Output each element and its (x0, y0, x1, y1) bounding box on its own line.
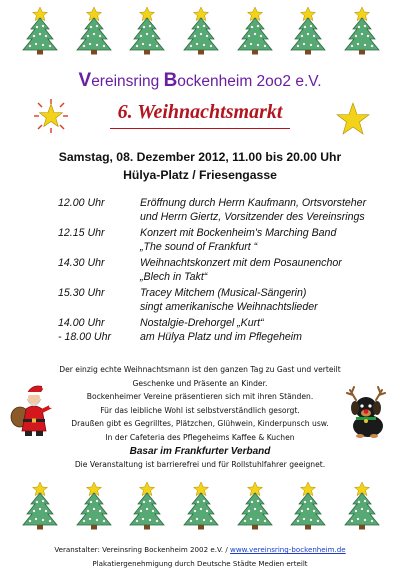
schedule-line: und Herrn Giertz, Vorsitzender des Vereinsrings (140, 211, 365, 223)
schedule (58, 196, 378, 346)
organizer-text: Veranstalter: Vereinsring Bockenheim 2002 e.V. / (54, 545, 231, 554)
schedule-line: „The sound of Frankfurt “ (140, 241, 258, 253)
schedule-row (58, 196, 378, 224)
schedule-line: Weihnachtskonzert mit dem Posaunenchor (140, 257, 342, 269)
organizer-line (0, 545, 400, 554)
schedule-row (58, 286, 378, 314)
event-description (38, 363, 362, 471)
christmas-tree-icon (342, 7, 382, 55)
schedule-line: am Hülya Platz und im Pflegeheim (140, 331, 302, 343)
schedule-line: Nostalgie-Drehorgel „Kurt“ (140, 317, 264, 329)
christmas-tree-icon (181, 482, 221, 530)
description-line: In der Cafeteria des Pflegeheims Kaffee & Kuchen (105, 432, 295, 442)
christmas-tree-icon (127, 7, 167, 55)
schedule-time: 12.15 Uhr (58, 227, 105, 239)
christmas-tree-icon (288, 482, 328, 530)
schedule-row (58, 330, 378, 344)
event-title: 6. Weihnachtsmarkt (117, 101, 283, 123)
schedule-time: 14.30 Uhr (58, 257, 105, 269)
description-line: Bockenheimer Vereine präsentieren sich mit ihren Ständen. (86, 392, 314, 402)
organization-header (0, 70, 400, 92)
schedule-time: 15.30 Uhr (58, 287, 105, 299)
schedule-row (58, 316, 378, 330)
event-date: Samstag, 08. Dezember 2012, 11.00 bis 20.00 Uhr (58, 150, 342, 164)
schedule-text (140, 330, 378, 344)
schedule-line: Konzert mit Bockenheim's Marching Band (140, 227, 337, 239)
christmas-tree-icon (288, 7, 328, 55)
description-line: Die Veranstaltung ist barrierefrei und für Rollstuhlfahrer geeignet. (74, 459, 326, 469)
star-icon (34, 99, 68, 133)
schedule-row (58, 256, 378, 284)
top-tree-row (20, 7, 382, 55)
christmas-tree-icon (235, 7, 275, 55)
schedule-time: - 18.00 Uhr (58, 331, 111, 343)
christmas-tree-icon (20, 7, 60, 55)
description-line: Für das leibliche Wohl ist selbstverständlich gesorgt. (100, 405, 300, 415)
schedule-line: „Blech in Takt“ (140, 271, 208, 283)
title-underline (110, 128, 290, 129)
schedule-line: singt amerikanische Weihnachtslieder (140, 301, 318, 313)
christmas-tree-icon (20, 482, 60, 530)
schedule-line: Eröffnung durch Herrn Kaufmann, Ortsvorsteher (140, 197, 367, 209)
christmas-tree-icon (74, 482, 114, 530)
basar-line: Basar im Frankfurter Verband (129, 445, 271, 457)
header-text-part1: ereinsring (91, 73, 164, 90)
schedule-time: 14.00 Uhr (58, 317, 105, 329)
schedule-text (140, 196, 378, 224)
christmas-tree-icon (235, 482, 275, 530)
star-icon (336, 102, 370, 136)
schedule-text (140, 256, 378, 284)
bottom-tree-row (20, 482, 382, 530)
description-line: Draußen gibt es Gegrilltes, Plätzchen, Glühwein, Kinderpunsch usw. (71, 419, 329, 429)
schedule-text (140, 286, 378, 314)
christmas-tree-icon (74, 7, 114, 55)
schedule-time: 12.00 Uhr (58, 197, 105, 209)
description-line: Geschenke und Präsente an Kinder. (132, 378, 268, 388)
website-link[interactable]: www.vereinsring-bockenheim.de (230, 545, 346, 554)
schedule-text (140, 226, 378, 254)
christmas-tree-icon (181, 7, 221, 55)
permit-line: Plakatiergenehmigung durch Deutsche Städte Medien erteilt (92, 559, 308, 568)
header-text-part2: ockenheim 2oo2 e.V. (177, 73, 322, 90)
schedule-row (58, 226, 378, 254)
header-initial-v: V (78, 70, 92, 91)
christmas-tree-icon (342, 482, 382, 530)
event-location: Hülya-Platz / Friesengasse (123, 168, 277, 182)
schedule-text (140, 316, 378, 330)
header-initial-b: B (163, 70, 178, 91)
schedule-line: Tracey Mitchem (Musical-Sängerin) (140, 287, 307, 299)
christmas-tree-icon (127, 482, 167, 530)
description-line: Der einzig echte Weihnachtsmann ist den ganzen Tag zu Gast und verteilt (59, 365, 341, 374)
